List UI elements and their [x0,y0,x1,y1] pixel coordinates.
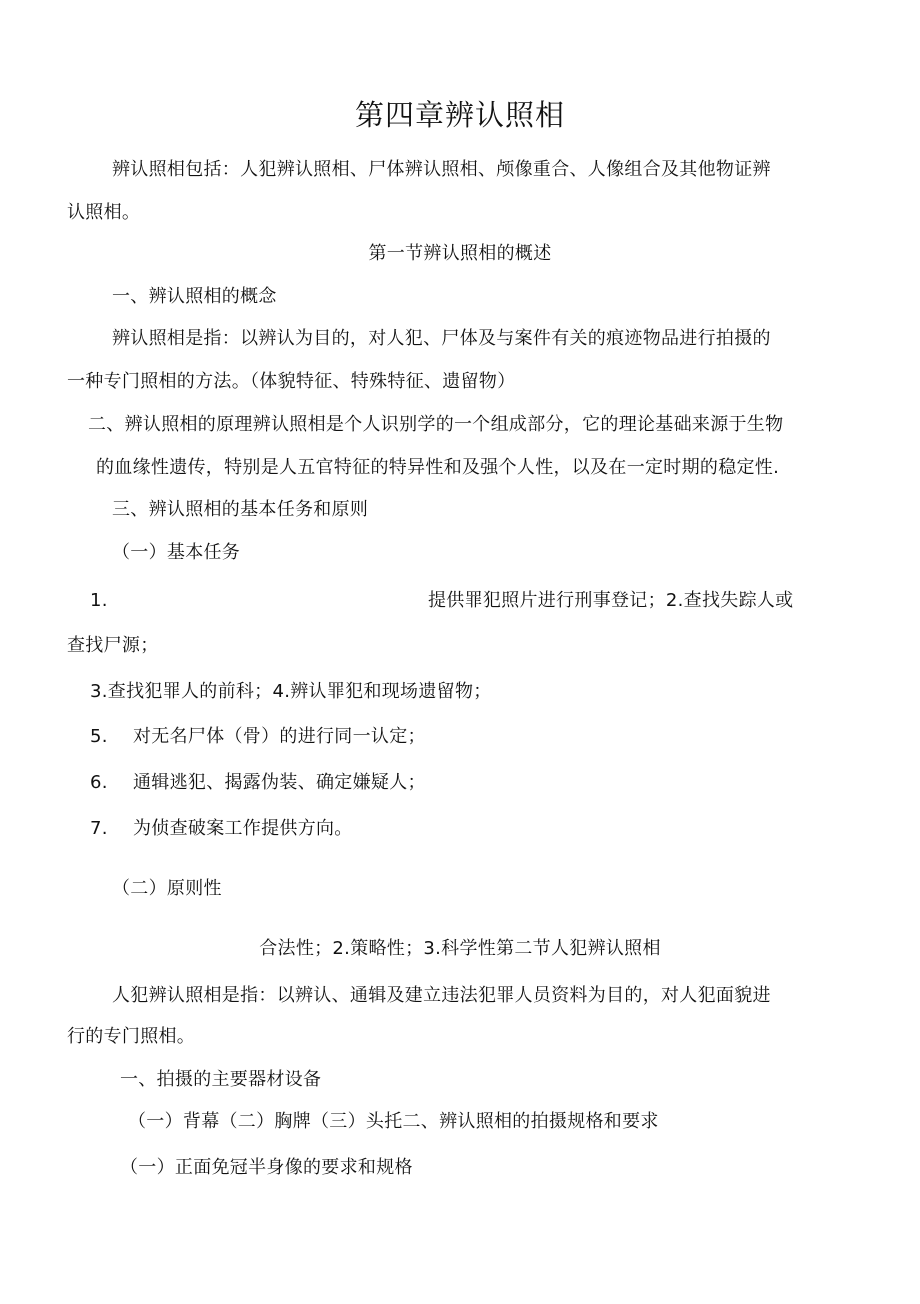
task-3-line: 3.查找犯罪人的前科；4.辨认罪犯和现场遗留物； [90,681,492,702]
task-5-text: 对无名尸体（骨）的进行同一认定； [133,726,426,747]
concept-line-2: 一种专门照相的方法。（体貌特征、特殊特征、遗留物） [67,371,516,392]
principles-line: 合法性；2.策略性；3.科学性第二节人犯辨认照相 [259,938,661,959]
section-heading: 第一节辨认照相的概述 [368,243,552,264]
task-1-number: 1. [90,590,108,611]
definition-line-1: 人犯辨认照相是指：以辨认、通辑及建立违法犯罪人员资料为目的，对人犯面貌进 [112,985,771,1006]
concept-heading: 一、辨认照相的概念 [112,286,277,307]
task-7-number: 7. [90,818,108,839]
concept-line-1: 辨认照相是指：以辨认为目的，对人犯、尸体及与案件有关的痕迹物品进行拍摄的 [112,328,771,349]
task-1-text: 提供罪犯照片进行刑事登记；2.查找失踪人或 [428,590,794,611]
task-7-text: 为侦查破案工作提供方向。 [133,818,353,839]
intro-line-1: 辨认照相包括：人犯辨认照相、尸体辨认照相、颅像重合、人像组合及其他物证辨 [112,159,771,180]
principle-line-2: 的血缘性遗传，特别是人五官特征的特异性和及强个人性，以及在一定时期的稳定性. [96,457,780,478]
principles-heading: （二）原则性 [112,878,222,899]
task-6-text: 通辑逃犯、揭露伪装、确定嫌疑人； [133,772,426,793]
task-5-number: 5. [90,726,108,747]
intro-line-2: 认照相。 [67,202,141,223]
task-6-number: 6. [90,772,108,793]
page-title: 第四章辨认照相 [354,98,565,132]
tasks-heading: 三、辨认照相的基本任务和原则 [112,499,369,520]
front-portrait-heading: （一）正面免冠半身像的要求和规格 [120,1157,413,1178]
task-1-continued: 查找尸源； [67,635,159,656]
principle-line-1: 二、辨认照相的原理辨认照相是个人识别学的一个组成部分，它的理论基础来源于生物 [88,414,784,435]
equipment-heading: 一、拍摄的主要器材设备 [120,1069,322,1090]
basic-tasks-heading: （一）基本任务 [112,542,241,563]
equipment-items: （一）背幕（二）胸牌（三）头托二、辨认照相的拍摄规格和要求 [128,1111,659,1132]
definition-line-2: 行的专门照相。 [67,1026,196,1047]
